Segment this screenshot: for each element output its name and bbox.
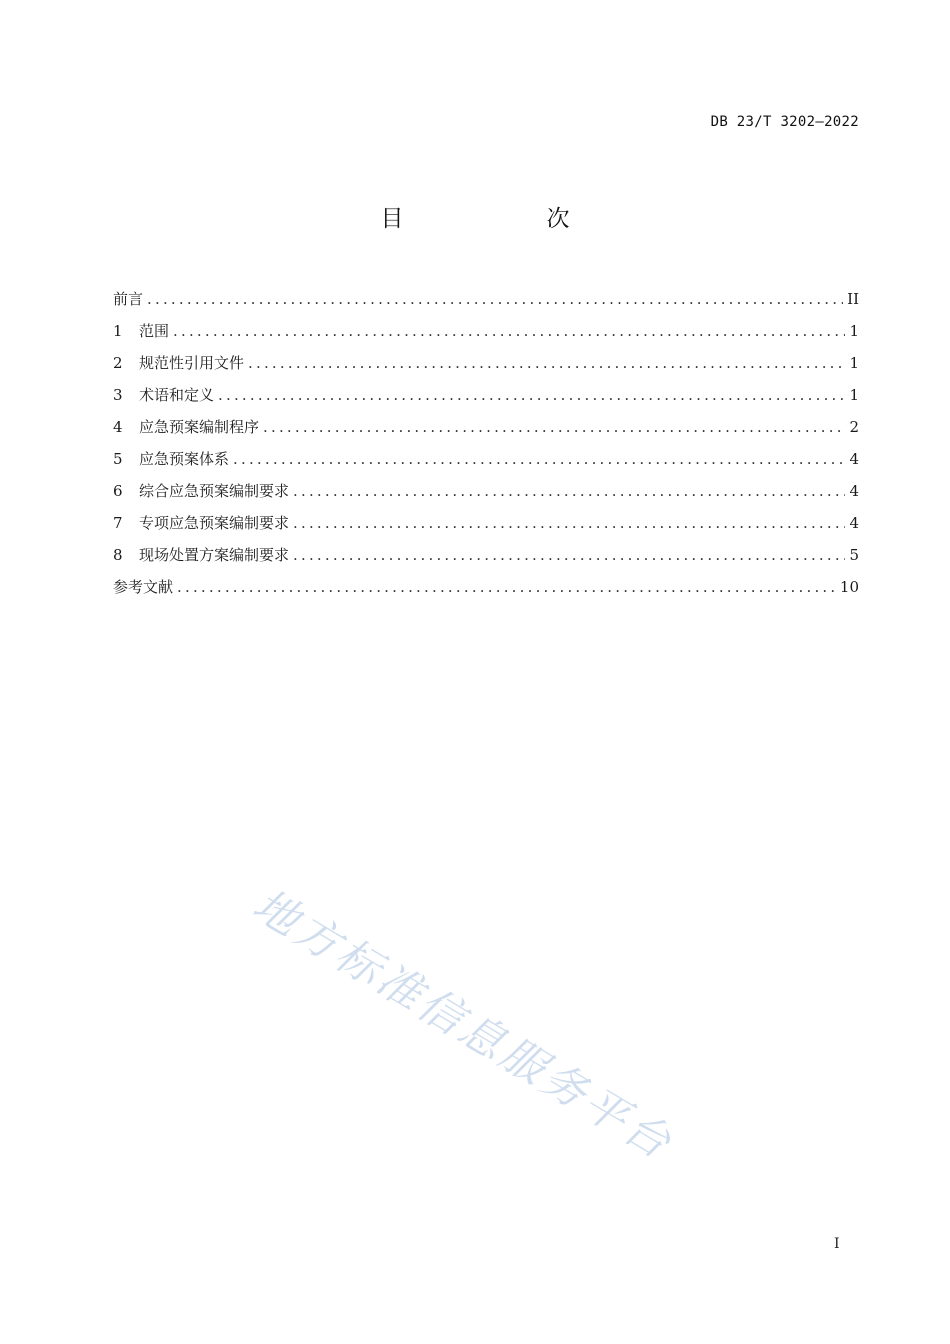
toc-entry-text[interactable]: 前言 [113,290,144,308]
toc-entry-number: 2 [113,354,123,372]
toc-entry-onsite-plan[interactable] [113,541,859,573]
toc-entry-plan-procedure[interactable] [113,413,859,445]
toc-entry-number: 4 [113,418,123,436]
toc-entry-text[interactable]: 应急预案体系 [139,450,230,468]
page-number: I [834,1236,840,1252]
watermark: 地方标准信息服务平台 [244,879,682,1171]
toc-entry-text[interactable]: 现场处置方案编制要求 [139,546,290,564]
toc-entry-page: 1 [849,322,859,340]
toc-entry-terms-definitions[interactable] [113,381,859,413]
toc-entry-text[interactable]: 综合应急预案编制要求 [139,482,290,500]
toc-leader-dots [293,509,845,537]
toc-entry-text[interactable]: 专项应急预案编制要求 [139,514,290,532]
toc-entry-page: 2 [849,418,859,436]
toc-entry-number: 7 [113,514,123,532]
toc-entry-number: 5 [113,450,123,468]
toc-entry-special-plan[interactable] [113,509,859,541]
toc-entry-page: 10 [839,578,859,596]
toc-leader-dots [293,541,845,569]
document-code: DB 23/T 3202—2022 [710,114,859,130]
toc-leader-dots [293,477,845,505]
toc-leader-dots [263,413,845,441]
toc-entry-number: 6 [113,482,123,500]
toc-leader-dots [173,317,845,345]
toc-entry-text[interactable]: 术语和定义 [139,386,215,404]
toc-entry-number: 8 [113,546,123,564]
toc-entry-page: 5 [849,546,859,564]
toc-leader-dots [248,349,845,377]
toc-entry-foreword[interactable] [113,285,859,317]
toc-entry-page: 4 [849,514,859,532]
toc-entry-page: 1 [849,354,859,372]
toc-entry-page: 4 [849,450,859,468]
toc-entry-text[interactable]: 范围 [139,322,170,340]
toc-entry-normative-references[interactable] [113,349,859,381]
toc-entry-scope[interactable] [113,317,859,349]
toc-entry-text[interactable]: 应急预案编制程序 [139,418,260,436]
toc-entry-number: 1 [113,322,123,340]
toc-leader-dots [233,445,845,473]
toc-title: 目 次 [380,206,630,232]
toc-entry-page: 4 [849,482,859,500]
toc-entry-text[interactable]: 参考文献 [113,578,174,596]
toc-leader-dots [218,381,845,409]
toc-entry-page: 1 [849,386,859,404]
toc-list [113,285,859,605]
toc-entry-page: II [847,290,859,308]
toc-entry-comprehensive-plan[interactable] [113,477,859,509]
toc-entry-plan-system[interactable] [113,445,859,477]
toc-entry-number: 3 [113,386,123,404]
toc-entry-text[interactable]: 规范性引用文件 [139,354,245,372]
toc-leader-dots [147,285,843,313]
toc-entry-bibliography[interactable] [113,573,859,605]
toc-leader-dots [177,573,836,601]
